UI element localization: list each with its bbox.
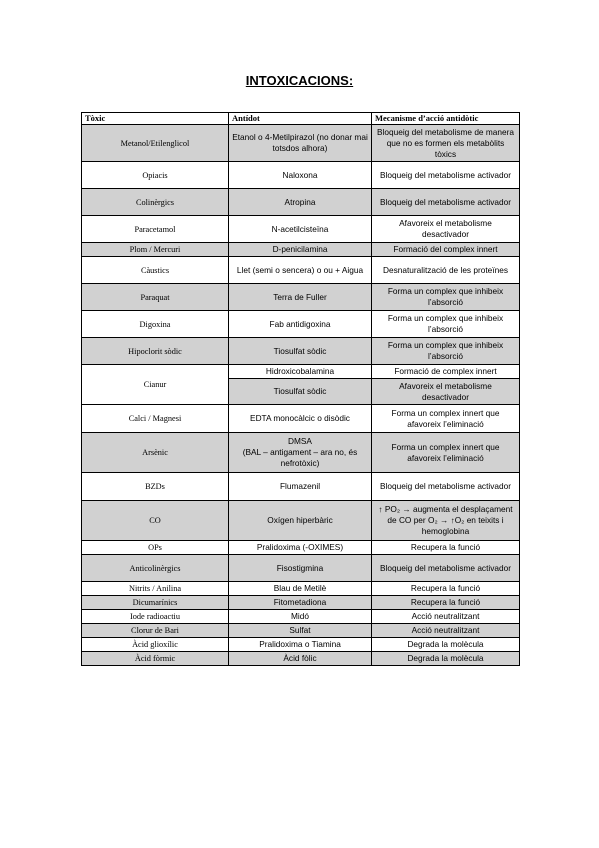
mechanism-cell: ↑ PO₂ → augmenta el desplaçament de CO per O₂ → ↑O₂ en teixits i hemoglobina <box>372 501 520 541</box>
toxic-cell: CO <box>82 501 229 541</box>
table-row <box>82 162 520 189</box>
antidote-cell: D-penicilamina <box>229 243 372 257</box>
mechanism-cell: Formació de complex innert <box>372 365 520 379</box>
toxic-cell: Metanol/Etilenglicol <box>82 125 229 162</box>
table-row <box>82 582 520 596</box>
toxic-cell: Colinèrgics <box>82 189 229 216</box>
mechanism-cell: Acció neutralitzant <box>372 624 520 638</box>
table-row <box>82 652 520 666</box>
mechanism-cell: Bloqueig del metabolisme activador <box>372 162 520 189</box>
page-title: INTOXICACIONS: <box>245 73 354 88</box>
mechanism-cell: Recupera la funció <box>372 541 520 555</box>
table-row <box>82 541 520 555</box>
mechanism-cell: Afavoreix el metabolisme desactivador <box>372 216 520 243</box>
header-mechanism: Mecanisme d’acció antidòtic <box>372 113 520 125</box>
toxic-cell: Paracetamol <box>82 216 229 243</box>
table-row <box>82 596 520 610</box>
antidote-cell: Tiosulfat sòdic <box>229 338 372 365</box>
table-row <box>82 610 520 624</box>
mechanism-cell: Afavoreix el metabolisme desactivador <box>372 379 520 405</box>
table-row <box>82 501 520 541</box>
table-row <box>82 624 520 638</box>
toxic-cell: Opiacis <box>82 162 229 189</box>
antidote-cell: EDTA monocàlcic o disòdic <box>229 405 372 433</box>
mechanism-cell: Forma un complex que inhibeix l’absorció <box>372 284 520 311</box>
toxic-cell: OPs <box>82 541 229 555</box>
antidote-cell: Àcid fòlic <box>229 652 372 666</box>
mechanism-cell: Forma un complex que inhibeix l’absorció <box>372 338 520 365</box>
toxic-cell: Calci / Magnesi <box>82 405 229 433</box>
toxic-cell: Càustics <box>82 257 229 284</box>
mechanism-cell: Forma un complex innert que afavoreix l’eliminació <box>372 433 520 473</box>
antidote-cell: Sulfat <box>229 624 372 638</box>
table-row <box>82 555 520 582</box>
toxic-cell: Clorur de Bari <box>82 624 229 638</box>
antidote-line: (BAL – antigament – ara no, és nefrotòxic) <box>242 447 358 468</box>
table-row <box>82 189 520 216</box>
antidote-cell: Tiosulfat sòdic <box>229 379 372 405</box>
toxic-cell: Àcid glioxílic <box>82 638 229 652</box>
toxic-cell: Dicumarínics <box>82 596 229 610</box>
mechanism-cell: Forma un complex innert que afavoreix l’eliminació <box>372 405 520 433</box>
table-row <box>82 365 520 379</box>
table-row <box>82 473 520 501</box>
table-row <box>82 638 520 652</box>
table-row <box>82 405 520 433</box>
antidote-cell: Terra de Fuller <box>229 284 372 311</box>
mechanism-cell: Bloqueig del metabolisme activador <box>372 189 520 216</box>
antidote-cell: Hidroxicobalamina <box>229 365 372 379</box>
toxic-cell: Anticolinèrgics <box>82 555 229 582</box>
antidote-cell: Blau de Metilè <box>229 582 372 596</box>
toxic-cell: Iode radioactiu <box>82 610 229 624</box>
toxic-cell: Arsènic <box>82 433 229 473</box>
antidote-cell: Atropina <box>229 189 372 216</box>
antidote-cell: Fab antidigoxina <box>229 311 372 338</box>
antidote-cell: Naloxona <box>229 162 372 189</box>
header-toxic: Tòxic <box>82 113 229 125</box>
mechanism-cell: Formació del complex innert <box>372 243 520 257</box>
toxic-cell: Paraquat <box>82 284 229 311</box>
antidote-cell: Pralidoxima o Tiamina <box>229 638 372 652</box>
mechanism-cell: Recupera la funció <box>372 582 520 596</box>
mechanism-cell: Bloqueig del metabolisme activador <box>372 555 520 582</box>
antidote-cell: Llet (semi o sencera) o ou + Aigua <box>229 257 372 284</box>
table-row <box>82 338 520 365</box>
antidote-cell: Oxígen hiperbàric <box>229 501 372 541</box>
antidote-cell: Etanol o 4-Metilpirazol (no donar mai totsdos alhora) <box>229 125 372 162</box>
table-row <box>82 125 520 162</box>
table-header-row <box>82 113 520 125</box>
table-row <box>82 433 520 473</box>
table-row <box>82 284 520 311</box>
antidote-cell: Flumazenil <box>229 473 372 501</box>
mechanism-cell: Forma un complex que inhibeix l’absorció <box>372 311 520 338</box>
toxic-cell: Nitrits / Anilina <box>82 582 229 596</box>
antidote-cell: Fisostigmina <box>229 555 372 582</box>
antidote-cell: Pralidoxima (-OXIMES) <box>229 541 372 555</box>
mechanism-cell: Desnaturalització de les proteïnes <box>372 257 520 284</box>
mechanism-cell: Bloqueig del metabolisme de manera que no es formen els metabòlits tòxics <box>372 125 520 162</box>
toxic-cell: Plom / Mercuri <box>82 243 229 257</box>
mechanism-cell: Degrada la molècula <box>372 638 520 652</box>
mechanism-cell: Bloqueig del metabolisme activador <box>372 473 520 501</box>
antidote-cell <box>229 433 372 473</box>
table-row <box>82 243 520 257</box>
header-antidote: Antídot <box>229 113 372 125</box>
antidote-table <box>81 112 520 666</box>
toxic-cell: Digoxina <box>82 311 229 338</box>
toxic-cell: Hipoclorit sòdic <box>82 338 229 365</box>
antidote-line: DMSA <box>288 436 312 446</box>
antidote-cell: Midó <box>229 610 372 624</box>
mechanism-cell: Degrada la molècula <box>372 652 520 666</box>
table-row <box>82 311 520 338</box>
toxic-cell: BZDs <box>82 473 229 501</box>
table-row <box>82 257 520 284</box>
antidote-cell: N-acetilcisteïna <box>229 216 372 243</box>
mechanism-cell: Acció neutralitzant <box>372 610 520 624</box>
toxic-cell: Cianur <box>82 365 229 405</box>
antidote-cell: Fitometadiona <box>229 596 372 610</box>
toxic-cell: Àcid fòrmic <box>82 652 229 666</box>
mechanism-cell: Recupera la funció <box>372 596 520 610</box>
table-row <box>82 216 520 243</box>
